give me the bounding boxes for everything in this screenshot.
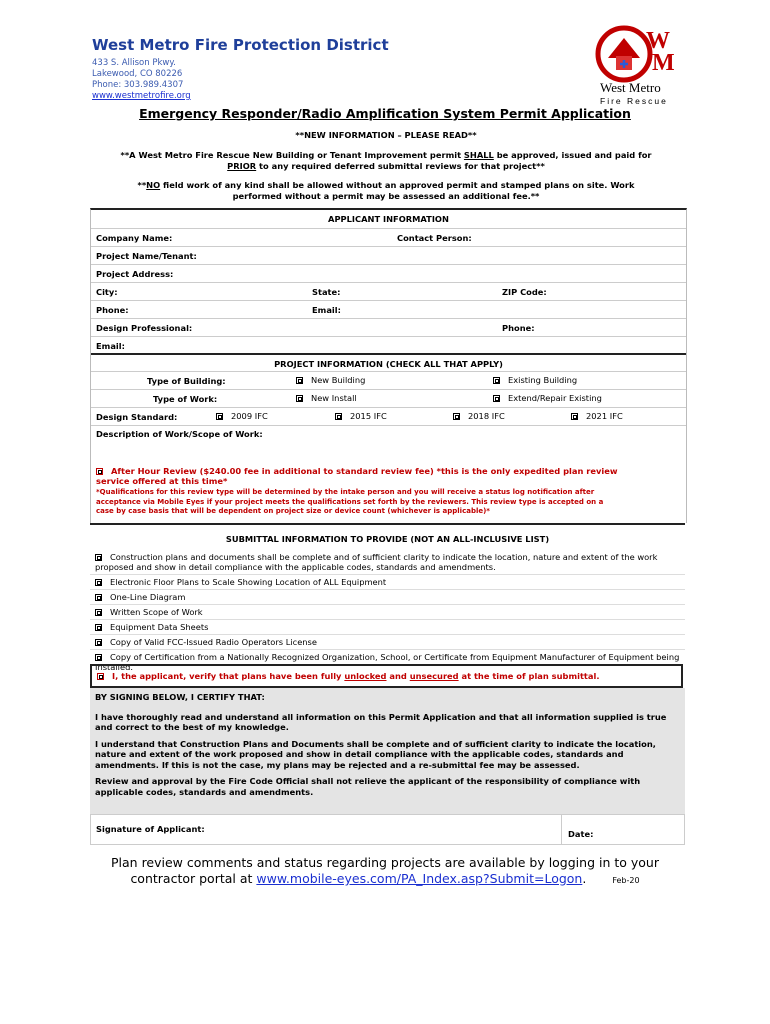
footer-line-2: contractor portal at xyxy=(130,871,257,886)
company-name-label: Company Name: xyxy=(96,233,173,243)
building-type-row xyxy=(91,372,686,390)
new-install-label: New Install xyxy=(311,393,357,403)
certification-block xyxy=(90,688,685,814)
ifc-2015-label: 2015 IFC xyxy=(350,411,387,421)
submittal-item-text: Copy of Valid FCC-Issued Radio Operators License xyxy=(110,637,317,647)
svg-text:M: M xyxy=(652,50,675,76)
certify-heading: BY SIGNING BELOW, I CERTIFY THAT: xyxy=(95,692,265,702)
submittal-item-text: Construction plans and documents shall be complete and of sufficient clarity to indicate the location, nature and extent of the work proposed and show in detail compliance with the applicable codes, standards and amendments. xyxy=(95,552,658,572)
submittal-heading: SUBMITTAL INFORMATION TO PROVIDE (NOT AN ALL-INCLUSIVE LIST) xyxy=(225,534,550,544)
mobile-eyes-link[interactable]: www.mobile-eyes.com/PA_Index.asp?Submit=Logon xyxy=(256,871,583,886)
applicant-section xyxy=(90,208,687,354)
submittal-item xyxy=(90,590,685,605)
applicant-heading: APPLICANT INFORMATION xyxy=(91,210,686,229)
project-name-label: Project Name/Tenant: xyxy=(96,251,197,261)
project-address-label: Project Address: xyxy=(96,269,174,279)
city-label: City: xyxy=(96,287,118,297)
submittal-checkbox[interactable] xyxy=(95,609,102,616)
professional-email-row[interactable] xyxy=(91,337,686,354)
certify-paragraph-2: I understand that Construction Plans and Documents shall be complete and of sufficient clarity to indicate the location, nature and extent of the work proposed and show in detail compliance with the applicable codes, standards and amendments. If this is not the case, my plans may be rejected and a re-submittal fee may be assessed. xyxy=(95,738,656,770)
project-name-row[interactable] xyxy=(91,247,686,265)
permit-note: **A West Metro Fire Rescue New Building or Tenant Improvement permit SHALL be approved, issued and paid for PRIOR to any required deferred submittal reviews for that project** xyxy=(120,150,652,171)
design-professional-row[interactable] xyxy=(91,319,686,337)
new-info-note: **NEW INFORMATION – PLEASE READ** xyxy=(295,130,477,140)
email-label: Email: xyxy=(312,305,341,315)
existing-building-checkbox[interactable] xyxy=(493,377,500,384)
ifc-2018-label: 2018 IFC xyxy=(468,411,505,421)
after-hour-line-1: After Hour Review ($240.00 fee in additional to standard review fee) *this is the only expedited plan review xyxy=(111,466,618,476)
submittal-item-text: One-Line Diagram xyxy=(110,592,186,602)
website-link[interactable]: www.westmetrofire.org xyxy=(92,91,191,101)
ifc-2015-checkbox[interactable] xyxy=(335,413,342,420)
address-line-1: 433 S. Allison Pkwy. xyxy=(92,58,176,68)
submittal-section xyxy=(90,523,685,674)
ifc-2018-checkbox[interactable] xyxy=(453,413,460,420)
new-building-label: New Building xyxy=(311,375,366,385)
project-address-row[interactable] xyxy=(91,265,686,283)
state-label: State: xyxy=(312,287,341,297)
after-hour-checkbox[interactable] xyxy=(96,468,103,475)
submittal-item xyxy=(90,550,685,575)
signature-label: Signature of Applicant: xyxy=(96,824,205,834)
signature-row xyxy=(90,814,685,845)
footer-line-1: Plan review comments and status regarding projects are available by logging in to your xyxy=(111,855,659,870)
design-standard-row xyxy=(91,408,686,426)
work-type-label: Type of Work: xyxy=(153,394,218,404)
qualifications-line-3: case by case basis that will be dependent on project size or device count (whichever is applicable)* xyxy=(96,507,490,515)
submittal-checkbox[interactable] xyxy=(95,554,102,561)
ifc-2021-checkbox[interactable] xyxy=(571,413,578,420)
field-work-note: **NO field work of any kind shall be allowed without an approved permit and stamped plans on site. Work performed without a permit may be assessed an additional fee.** xyxy=(137,180,635,201)
submittal-checkbox[interactable] xyxy=(95,594,102,601)
after-hour-line-2: service offered at this time* xyxy=(96,476,228,486)
professional-phone-label: Phone: xyxy=(502,323,535,333)
qualifications-line-2: acceptance via Mobile Eyes if your project meets the qualifications set forth by the reviewers. This review type is accepted on a xyxy=(96,497,604,506)
submittal-checkbox[interactable] xyxy=(95,624,102,631)
extend-repair-checkbox[interactable] xyxy=(493,395,500,402)
design-professional-label: Design Professional: xyxy=(96,323,193,333)
footer-note: Plan review comments and status regarding projects are available by logging in to your contractor portal at www.mobile-eyes.com/PA_Index.asp?Submit=Logon. Feb-20 xyxy=(0,855,770,889)
ifc-2009-label: 2009 IFC xyxy=(231,411,268,421)
submittal-checkbox[interactable] xyxy=(95,639,102,646)
contact-person-label: Contact Person: xyxy=(397,233,472,243)
certify-paragraph-1: I have thoroughly read and understand all information on this Permit Application and that all information supplied is true and correct to the best of my knowledge. xyxy=(95,711,667,732)
extend-repair-label: Extend/Repair Existing xyxy=(508,393,602,403)
company-row[interactable] xyxy=(91,229,686,247)
submittal-item xyxy=(90,620,685,635)
submittal-item xyxy=(90,605,685,620)
letterhead xyxy=(92,36,389,102)
qualifications-line-1: *Qualifications for this review type will be determined by the intake person and you will receive a status log notification after xyxy=(96,488,595,496)
description-area[interactable] xyxy=(91,426,686,525)
org-name: West Metro Fire Protection District xyxy=(92,36,389,54)
svg-text:West Metro: West Metro xyxy=(600,80,661,95)
new-building-checkbox[interactable] xyxy=(296,377,303,384)
project-section xyxy=(90,353,687,523)
description-label: Description of Work/Scope of Work: xyxy=(96,429,263,439)
submittal-item xyxy=(90,575,685,590)
form-title: Emergency Responder/Radio Amplification System Permit Application xyxy=(139,106,631,121)
ifc-2009-checkbox[interactable] xyxy=(216,413,223,420)
submittal-item-text: Written Scope of Work xyxy=(110,607,203,617)
certify-paragraph-3: Review and approval by the Fire Code Official shall not relieve the applicant of the responsibility of compliance with applicable codes, standards and amendments. xyxy=(95,776,641,797)
revision-date: Feb-20 xyxy=(612,876,640,885)
submittal-checkbox[interactable] xyxy=(95,654,102,661)
building-type-label: Type of Building: xyxy=(147,376,226,386)
verify-checkbox[interactable] xyxy=(97,673,104,680)
project-heading: PROJECT INFORMATION (CHECK ALL THAT APPLY) xyxy=(91,353,686,372)
svg-text:W: W xyxy=(646,28,670,54)
west-metro-logo xyxy=(594,20,694,106)
phone-line: Phone: 303.989.4307 xyxy=(92,80,184,90)
submittal-checkbox[interactable] xyxy=(95,579,102,586)
zip-label: ZIP Code: xyxy=(502,287,547,297)
submittal-item-text: Equipment Data Sheets xyxy=(110,622,209,632)
city-row[interactable] xyxy=(91,283,686,301)
verify-unlocked-box: I, the applicant, verify that plans have been fully unlocked and unsecured at the time of plan submittal. xyxy=(90,664,683,688)
ifc-2021-label: 2021 IFC xyxy=(586,411,623,421)
phone-row[interactable] xyxy=(91,301,686,319)
submittal-item-text: Copy of Certification from a Nationally Recognized Organization, School, or Certificate from Equipment Manufacturer of Equipment being Installed. xyxy=(95,652,680,672)
work-type-row xyxy=(91,390,686,408)
design-standard-label: Design Standard: xyxy=(96,412,178,422)
date-label: Date: xyxy=(568,829,594,839)
submittal-item xyxy=(90,635,685,650)
existing-building-label: Existing Building xyxy=(508,375,578,385)
address-line-2: Lakewood, CO 80226 xyxy=(92,69,183,79)
svg-text:Fire Rescue: Fire Rescue xyxy=(600,96,668,106)
submittal-item-text: Electronic Floor Plans to Scale Showing Location of ALL Equipment xyxy=(110,577,387,587)
phone-label: Phone: xyxy=(96,305,129,315)
new-install-checkbox[interactable] xyxy=(296,395,303,402)
professional-email-label: Email: xyxy=(96,341,125,351)
